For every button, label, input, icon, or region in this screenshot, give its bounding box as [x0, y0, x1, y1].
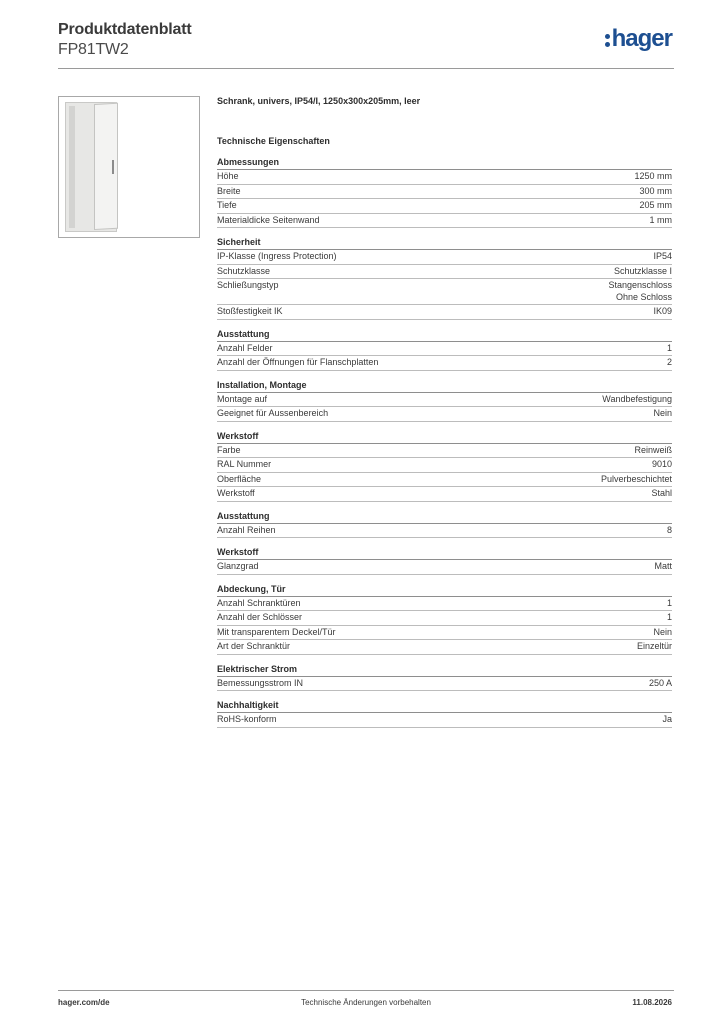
section-title: Ausstattung [217, 329, 672, 342]
property-value-line: IP54 [653, 251, 672, 261]
section-title: Elektrischer Strom [217, 664, 672, 677]
properties-list [217, 157, 672, 728]
logo-text: hager [611, 25, 672, 52]
property-value-line: IK09 [653, 306, 672, 316]
property-section [217, 237, 672, 320]
property-label: Anzahl Schranktüren [217, 597, 301, 608]
property-row [217, 356, 672, 371]
property-value-line: 9010 [651, 459, 672, 469]
property-row [217, 713, 672, 728]
property-section [217, 157, 672, 228]
property-value [654, 561, 672, 573]
property-row [217, 342, 672, 357]
property-row [217, 170, 672, 185]
product-details [217, 95, 672, 737]
property-value-line: 1 [666, 612, 672, 622]
property-value [639, 200, 672, 212]
property-value [667, 343, 672, 355]
property-label: Anzahl der Öffnungen für Flanschplatten [217, 357, 379, 367]
property-row [217, 611, 672, 626]
property-label: Breite [217, 185, 241, 196]
property-value-line: Nein [653, 408, 672, 418]
property-row [217, 185, 672, 200]
property-row [217, 305, 672, 320]
section-title: Abmessungen [217, 157, 672, 170]
technical-properties-heading: Technische Eigenschaften [217, 136, 330, 146]
property-row [217, 250, 672, 265]
property-row [217, 487, 672, 502]
property-label: Oberfläche [217, 473, 262, 484]
property-row [217, 473, 672, 488]
footer-notice: Technische Änderungen vorbehalten [301, 998, 431, 1007]
property-row [217, 199, 672, 214]
property-value [667, 525, 672, 537]
property-value-line: 1250 mm [634, 171, 672, 181]
property-section [217, 664, 672, 692]
property-row [217, 677, 672, 692]
property-label: Anzahl der Schlösser [217, 612, 303, 622]
footer-website: hager.com/de [58, 998, 110, 1007]
section-title: Werkstoff [217, 431, 672, 444]
page-footer [58, 998, 674, 1010]
property-row [217, 560, 672, 575]
property-value [667, 357, 672, 369]
property-value [602, 394, 672, 406]
section-title: Sicherheit [217, 237, 672, 250]
section-title: Installation, Montage [217, 380, 672, 393]
property-value [634, 445, 672, 457]
property-value-line: Ja [662, 714, 672, 724]
property-value [639, 186, 672, 198]
property-label: Höhe [217, 171, 239, 181]
property-label: RAL Nummer [217, 459, 272, 469]
property-row [217, 458, 672, 473]
property-value [614, 266, 672, 278]
property-value [650, 215, 673, 227]
hager-logo [605, 27, 672, 51]
property-label: Mit transparentem Deckel/Tür [217, 626, 336, 637]
property-value-line: 1 [666, 597, 672, 608]
property-label: RoHS-konform [217, 714, 277, 724]
property-row [217, 597, 672, 612]
property-row [217, 214, 672, 229]
property-value [653, 251, 672, 263]
property-label: Farbe [217, 444, 241, 455]
property-value-line: Stangenschloss [608, 280, 672, 290]
property-label: Bemessungsstrom IN [217, 677, 304, 688]
property-label: Glanzgrad [217, 561, 259, 571]
property-value-line: Reinweiß [634, 444, 672, 455]
property-value [651, 488, 672, 500]
property-value [649, 678, 672, 690]
property-value-line: 2 [666, 357, 672, 367]
property-value [601, 474, 672, 486]
property-value-line: Matt [654, 561, 672, 571]
property-value-line: Ohne Schloss [615, 291, 672, 302]
property-row [217, 279, 672, 305]
property-value [608, 280, 672, 303]
footer-date: 11.08.2026 [632, 998, 672, 1007]
property-value-line: Schutzklasse I [613, 265, 672, 276]
property-value [652, 459, 672, 471]
property-value-line: 8 [666, 524, 672, 535]
property-label: Werkstoff [217, 488, 255, 498]
property-label: IP-Klasse (Ingress Protection) [217, 251, 337, 261]
property-row [217, 640, 672, 655]
property-label: Tiefe [217, 200, 237, 210]
property-value [634, 171, 672, 183]
property-section [217, 584, 672, 655]
property-label: Montage auf [217, 393, 268, 404]
property-label: Schutzklasse [217, 265, 271, 276]
header-divider [58, 68, 674, 69]
property-label: Art der Schranktür [217, 641, 291, 651]
product-reference: FP81TW2 [58, 41, 129, 58]
property-section [217, 511, 672, 539]
property-value [662, 714, 672, 726]
property-value-line: Pulverbeschichtet [600, 473, 672, 484]
property-value-line: 205 mm [639, 200, 672, 210]
property-value-line: Nein [653, 626, 672, 637]
footer-divider [58, 990, 674, 991]
property-value [653, 306, 672, 318]
property-section [217, 329, 672, 371]
property-value-line: Wandbefestigung [602, 393, 672, 404]
property-label: Schließungstyp [217, 280, 279, 290]
property-label: Anzahl Felder [217, 342, 273, 353]
property-value-line: Stahl [651, 488, 672, 498]
property-row [217, 407, 672, 422]
section-title: Werkstoff [217, 547, 672, 560]
property-value [637, 641, 672, 653]
section-title: Abdeckung, Tür [217, 584, 672, 597]
section-title: Nachhaltigkeit [217, 700, 672, 713]
property-section [217, 700, 672, 728]
property-label: Geeignet für Aussenbereich [217, 408, 329, 418]
property-value-line: 1 [666, 342, 672, 353]
property-value-line: Einzeltür [636, 641, 672, 651]
property-label: Materialdicke Seitenwand [217, 214, 320, 225]
property-value [667, 612, 672, 624]
logo-colon-icon [605, 34, 610, 47]
property-row [217, 524, 672, 539]
property-value [667, 598, 672, 610]
property-section [217, 431, 672, 502]
section-title: Ausstattung [217, 511, 672, 524]
document-title: Produktdatenblatt [58, 21, 192, 38]
cabinet-door-icon [94, 103, 118, 230]
property-label: Stoßfestigkeit IK [217, 306, 283, 316]
product-image [58, 96, 200, 238]
property-value [653, 627, 672, 639]
page-header [58, 20, 674, 68]
product-description: Schrank, univers, IP54/I, 1250x300x205mm, leer [217, 96, 421, 106]
property-row [217, 626, 672, 641]
property-label: Anzahl Reihen [217, 524, 276, 535]
property-row [217, 444, 672, 459]
property-value-line: 250 A [648, 677, 672, 688]
property-value-line: 1 mm [649, 214, 672, 225]
property-value-line: 300 mm [639, 185, 672, 196]
property-value [653, 408, 672, 420]
property-section [217, 547, 672, 575]
property-row [217, 393, 672, 408]
property-section [217, 380, 672, 422]
property-row [217, 265, 672, 280]
